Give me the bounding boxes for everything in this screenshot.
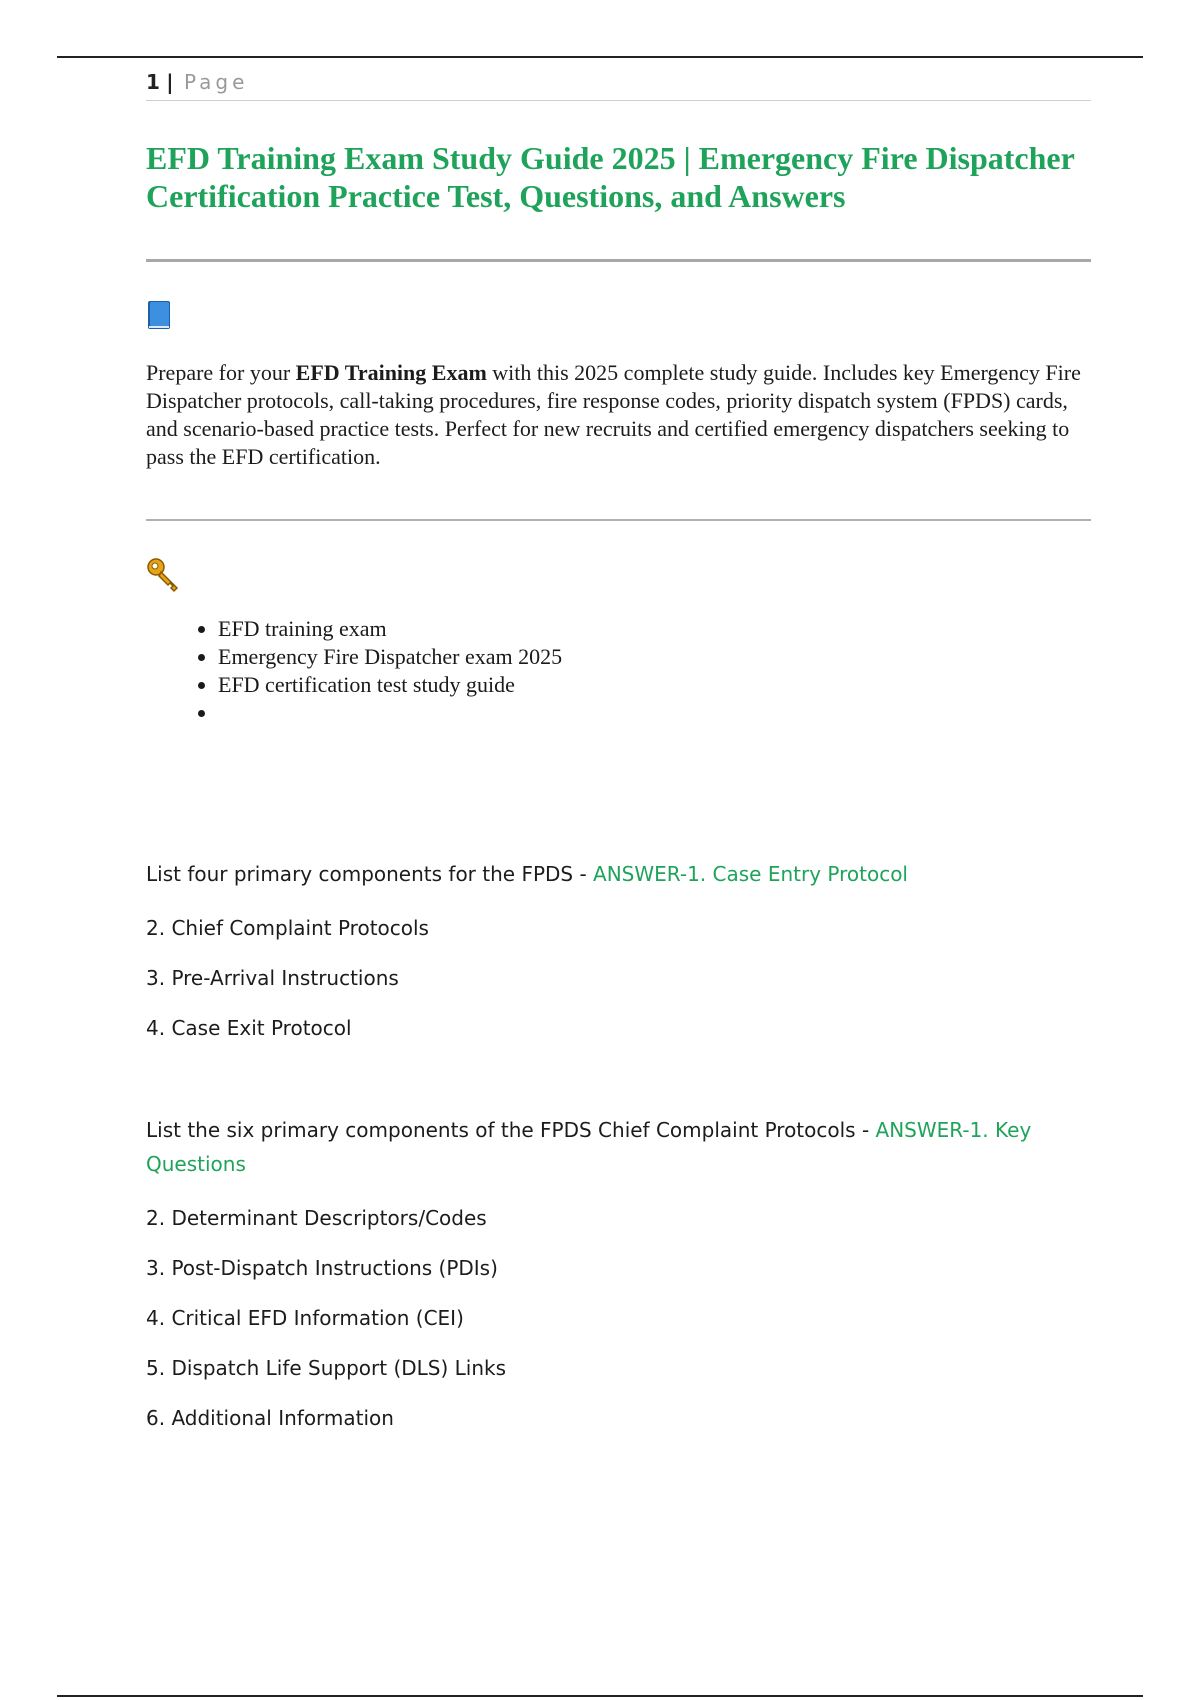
document-page [146, 70, 1091, 1431]
book-icon [146, 262, 1091, 334]
question-block-1 [146, 857, 1091, 1041]
intro-bold: EFD Training Exam [295, 360, 487, 385]
page-word: Page [183, 70, 249, 94]
page-number-header [146, 70, 1091, 101]
intro-text-start: Prepare for your [146, 360, 296, 385]
question-block-2 [146, 1113, 1091, 1431]
keyword-item: • EFD certification test study guide [218, 671, 1091, 699]
keyword-list [146, 615, 1091, 727]
answer-item: 4. Case Exit Protocol [146, 1016, 352, 1040]
question-line [146, 1113, 1091, 1181]
question-line [146, 857, 1091, 891]
question-text: List the six primary components of the FPDS Chief Complaint Protocols - [146, 1118, 876, 1142]
keyword-item: • Emergency Fire Dispatcher exam 2025 [218, 643, 1091, 671]
answer-item: 3. Post-Dispatch Instructions (PDIs) [146, 1256, 498, 1280]
answer-text: ANSWER-1. Key Questions [146, 1118, 1032, 1176]
answer-item: 3. Pre-Arrival Instructions [146, 966, 399, 990]
answer-item: 2. Determinant Descriptors/Codes [146, 1206, 487, 1230]
intro-paragraph [146, 359, 1091, 471]
answer-item: 5. Dispatch Life Support (DLS) Links [146, 1356, 507, 1380]
top-page-rule [57, 56, 1143, 58]
page-number: 1 [146, 70, 160, 94]
answer-item: 2. Chief Complaint Protocols [146, 916, 429, 940]
keyword-item [218, 699, 1091, 727]
keyword-item: • EFD training exam [218, 615, 1091, 643]
page-separator: | [166, 70, 174, 94]
key-icon [146, 521, 1091, 597]
answer-text: ANSWER-1. Case Entry Protocol [593, 862, 908, 886]
document-title: EFD Training Exam Study Guide 2025 | Emergency Fire Dispatcher Certification Practice Test, Questions, and Answers [146, 140, 1075, 214]
bottom-page-rule [57, 1695, 1143, 1697]
answer-item: 6. Additional Information [146, 1406, 394, 1430]
question-text: List four primary components for the FPDS - [146, 862, 594, 886]
answer-item: 4. Critical EFD Information (CEI) [146, 1306, 464, 1330]
intro-text-end: with this 2025 complete study guide. Includes key Emergency Fire Dispatcher protocols, call-taking procedures, fire response codes, priority dispatch system (FPDS) cards, and scenario-based practice tests. Perfect for new recruits and certified emergency dispatchers seeking to pass the EFD certification. [146, 360, 1081, 469]
